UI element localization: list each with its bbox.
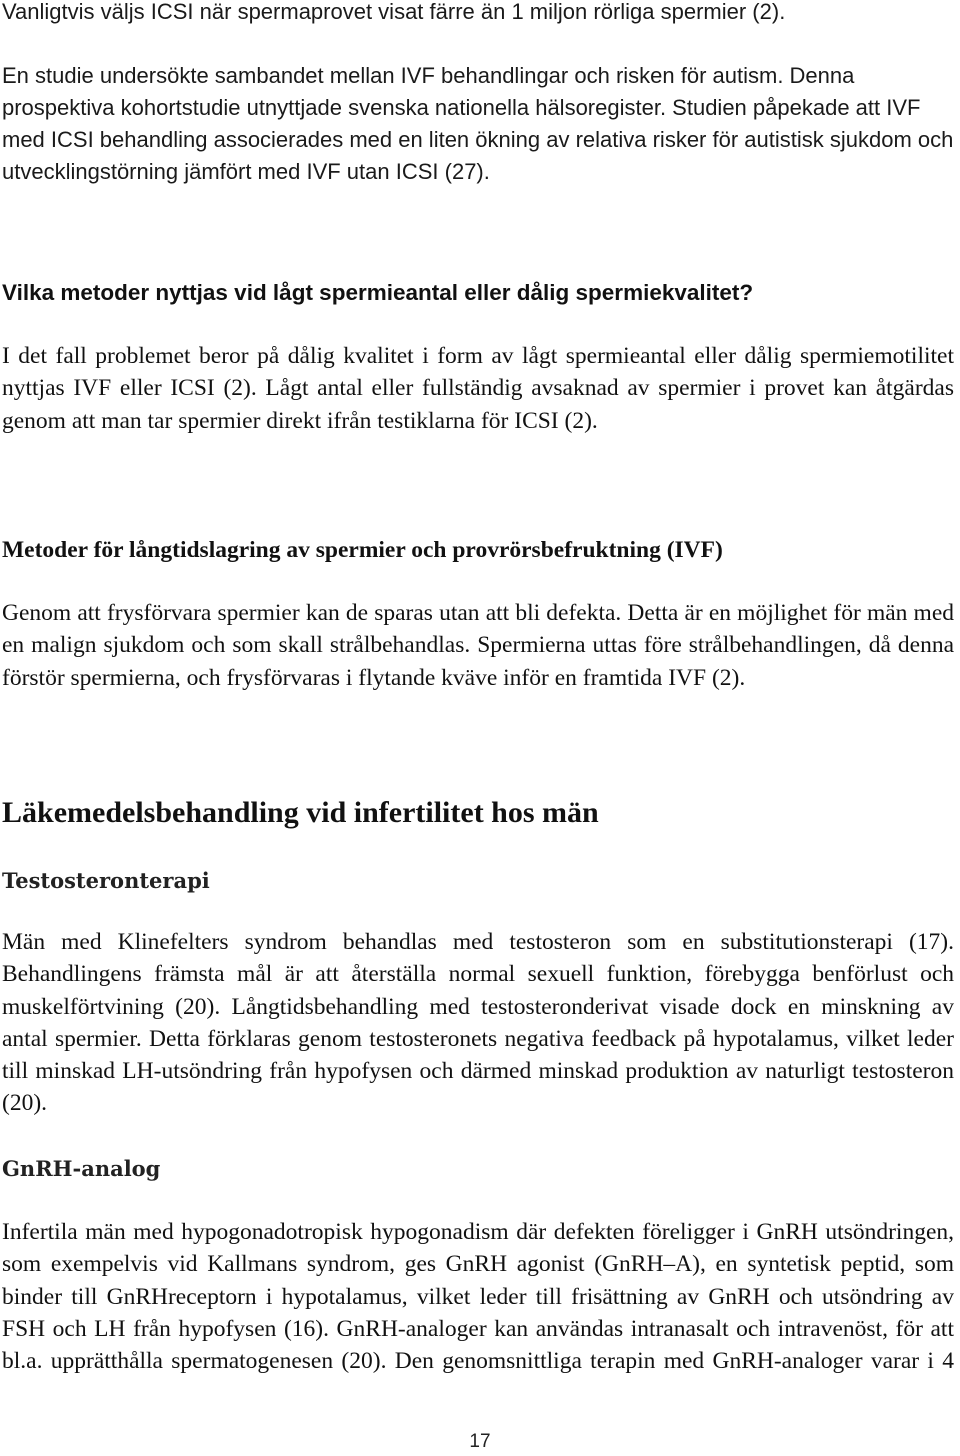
page-number: 17 [469, 1431, 491, 1452]
paragraph-testosterone-body: Män med Klinefelters syndrom behandlas med testosteron som en substitutionsterapi (17). Behandlingens främsta mål är att återställa normal sexuell funktion, förebygga benförlust och muskelförtvining (20). Långtidsbehandling med testosteronderivat visade dock en minskning av antal spermier. Detta förklaras genom testosteronets negativa feedback på hypotalamus, vilket leder till minskad LH-utsöndring från hypofysen och därmed minskad produktion av naturligt testosteron (20). [2, 929, 954, 1117]
paragraph-icsi-intro: Vanligtvis väljs ICSI när spermaprovet visat färre än 1 miljon rörliga spermier (2). [2, 0, 786, 24]
subheading-testosterone: Testosteronterapi [2, 868, 210, 893]
heading-methods: Vilka metoder nyttjas vid lågt spermieantal eller dålig spermiekvalitet? [2, 280, 754, 305]
paragraph-methods-body: I det fall problemet beror på dålig kvalitet i form av lågt spermieantal eller dålig spermiemotilitet nyttjas IVF eller ICSI (2). Lågt antal eller fullständig avsaknad av spermier i provet kan åtgärdas genom att man tar spermier direkt ifrån testiklarna för ICSI (2). [2, 343, 954, 434]
paragraph-autism-study: En studie undersökte sambandet mellan IVF behandlingar och risken för autism. Denna prospektiva kohortstudie utnyttjade svenska nationella hälsoregister. Studien påpekade att IVF med ICSI behandling associerades med en liten ökning av relativa risker för autistisk sjukdom och utvecklingstörning jämfört med IVF utan ICSI (27). [2, 63, 954, 184]
heading-drug-treatment: Läkemedelsbehandling vid infertilitet hos män [2, 796, 599, 829]
subheading-gnrh: GnRH-analog [2, 1156, 161, 1181]
paragraph-gnrh-body: Infertila män med hypogonadotropisk hypogonadism där defekten föreligger i GnRH utsöndringen, som exempelvis vid Kallmans syndrom, ges GnRH agonist (GnRH–A), en syntetisk peptid, som binder till GnRHreceptorn i hypotalamus, vilket leder till frisättning av GnRH och utsöndring av FSH och LH från hypofysen (16). GnRH-analoger kan användas intranasalt och intravenöst, för att bl.a. upprätthålla spermatogenesen (20). Den genomsnittliga terapin med GnRH-analoger varar i 4 [2, 1219, 954, 1375]
paragraph-storage-body: Genom att frysförvara spermier kan de sparas utan att bli defekta. Detta är en möjlighet för män med en malign sjukdom och som skall strålbehandlas. Spermierna uttas före strålbehandlingen, då denna förstör spermierna, och frysförvaras i flytande kväve inför en framtida IVF (2). [2, 600, 954, 691]
heading-storage: Metoder för långtidslagring av spermier och provrörsbefruktning (IVF) [2, 537, 723, 563]
